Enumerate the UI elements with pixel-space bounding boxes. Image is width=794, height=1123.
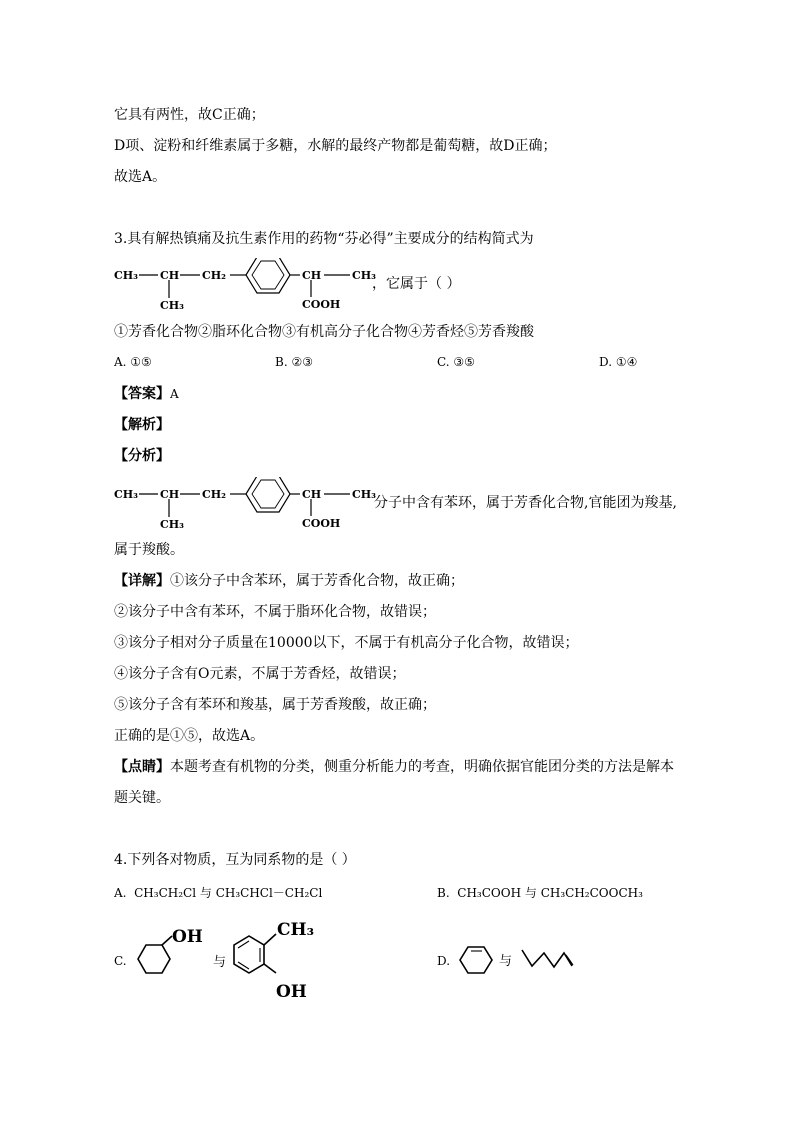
yu-label: 与 bbox=[213, 955, 227, 970]
ibuprofen-structure-2 bbox=[112, 477, 392, 533]
structure-svg bbox=[112, 258, 392, 314]
detail-line-6: 正确的是①⑤，故选A。 bbox=[114, 728, 265, 744]
question-3-stem: 3.具有解热镇痛及抗生素作用的药物“芬必得”主要成分的结构简式为 bbox=[114, 231, 534, 247]
oh-label: OH bbox=[172, 927, 203, 947]
option-b: B. ②③ bbox=[275, 355, 313, 369]
fenxi-heading: 【分析】 bbox=[114, 448, 170, 464]
answer-tag: 【答案】 bbox=[114, 386, 170, 402]
ch3-label: CH₃ bbox=[114, 488, 138, 501]
ch3-right-label: CH₃ bbox=[352, 488, 376, 501]
structure-svg bbox=[112, 477, 392, 533]
text-line: D项、淀粉和纤维素属于多糖，水解的最终产物都是葡萄糖，故D正确； bbox=[114, 138, 557, 154]
cyclohexene-hexene-svg bbox=[454, 938, 584, 982]
q4-option-b bbox=[437, 884, 643, 902]
q4-a-label: A. bbox=[114, 886, 127, 900]
ch-right-label: CH bbox=[302, 269, 322, 282]
detail-line-3: ③该分子相对分子质量在10000以下，不属于有机高分子化合物，故错误； bbox=[114, 635, 579, 651]
q4-c-structures bbox=[130, 912, 320, 1002]
ch2-label: CH₂ bbox=[202, 269, 226, 282]
detail-tag: 【详解】 bbox=[114, 573, 170, 589]
cooh-label: COOH bbox=[302, 517, 341, 530]
answer-value: A bbox=[170, 387, 179, 401]
ch3-down-label: CH₃ bbox=[160, 299, 184, 312]
option-a: A. ①⑤ bbox=[114, 355, 152, 369]
ch2-label: CH₂ bbox=[202, 488, 226, 501]
detail-line-2: ②该分子中含有苯环，不属于脂环化合物，故错误； bbox=[114, 604, 436, 620]
ibuprofen-structure bbox=[112, 258, 392, 314]
detail-line-1 bbox=[114, 571, 464, 591]
q4-b-text: CH₃COOH 与 CH₃CH₂COOCH₃ bbox=[457, 886, 643, 900]
note-line-1 bbox=[114, 757, 674, 777]
question-3-items: ①芳香化合物②脂环化合物③有机高分子化合物④芳香烃⑤芳香羧酸 bbox=[114, 324, 534, 340]
detail-line-5: ⑤该分子含有苯环和羧基，属于芳香羧酸，故正确； bbox=[114, 697, 436, 713]
q4-d-label: D. bbox=[437, 954, 451, 968]
q4-c-label: C. bbox=[114, 954, 127, 968]
ch3-label: CH₃ bbox=[277, 920, 315, 940]
phenol-cresol-svg bbox=[130, 912, 320, 1002]
fenxi-text: 分子中含有苯环，属于芳香化合物,官能团为羧基, bbox=[374, 495, 677, 511]
yu-label: 与 bbox=[499, 954, 513, 969]
ch3-label: CH₃ bbox=[114, 269, 138, 282]
oh-label: OH bbox=[276, 982, 307, 1002]
note-line-2: 题关键。 bbox=[114, 790, 170, 806]
option-d: D. ①④ bbox=[599, 355, 638, 369]
detail-line-4: ④该分子含有O元素，不属于芳香烃，故错误； bbox=[114, 666, 406, 682]
q4-a-text: CH₃CH₂Cl 与 CH₃CHCl－CH₂Cl bbox=[134, 886, 323, 900]
analysis-heading: 【解析】 bbox=[114, 417, 170, 433]
ch-right-label: CH bbox=[302, 488, 322, 501]
ch3-right-label: CH₃ bbox=[352, 269, 376, 282]
fenxi-tail: 属于羧酸。 bbox=[114, 542, 184, 558]
note-tag: 【点睛】 bbox=[114, 759, 170, 775]
question-3-suffix: ，它属于（ ） bbox=[372, 276, 461, 292]
ch-label: CH bbox=[160, 488, 180, 501]
option-c: C. ③⑤ bbox=[437, 355, 475, 369]
q4-option-a bbox=[114, 884, 322, 902]
q4-b-label: B. bbox=[437, 886, 450, 900]
detail-text: ①该分子中含苯环，属于芳香化合物，故正确； bbox=[170, 573, 464, 589]
answer-line bbox=[114, 384, 179, 404]
note-text: 本题考查有机物的分类，侧重分析能力的考查，明确依据官能团分类的方法是解本 bbox=[170, 759, 674, 775]
ch-label: CH bbox=[160, 269, 180, 282]
text-line: 它具有两性，故C正确； bbox=[114, 107, 265, 123]
cooh-label: COOH bbox=[302, 298, 341, 311]
ch3-down-label: CH₃ bbox=[160, 518, 184, 531]
text-line: 故选A。 bbox=[114, 169, 167, 185]
q4-d-structures bbox=[454, 938, 584, 982]
question-4-stem: 4.下列各对物质，互为同系物的是（ ） bbox=[114, 852, 356, 868]
